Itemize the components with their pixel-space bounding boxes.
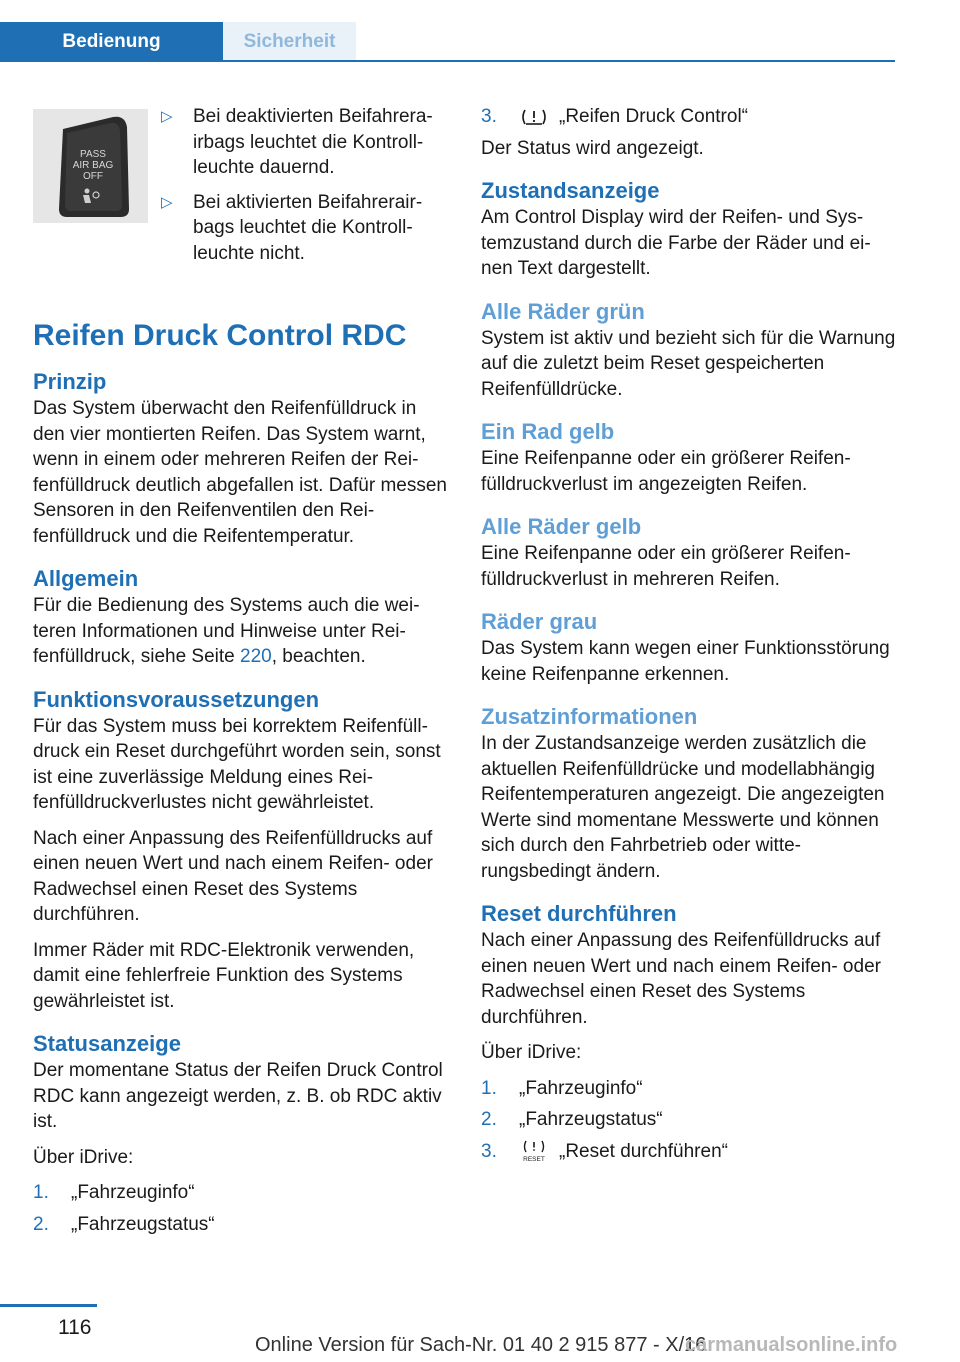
section-grau <box>481 608 896 687</box>
tab-sicherheit[interactable]: Sicherheit <box>223 22 356 62</box>
tire-reset-icon <box>519 1139 549 1163</box>
section-allgemein <box>33 565 448 670</box>
heading-zustand: Zustandsanzeige <box>481 178 660 203</box>
left-column <box>33 318 448 1243</box>
text-ein-gelb: Eine Reifenpanne oder ein größerer Reifenfülldruckverlust im angezeigten Reifen. <box>481 448 851 495</box>
text-prinzip: Das System überwacht den Reifenfülldruck in den vier montierten Reifen. Das System warnt, wenn in einem oder mehreren Reifen der Reifenfülldruck deutlich abgefallen ist. Dafür messen Sensoren in den Reifenventilen den Reifenfülldruck und die Reifentemperatur. <box>33 398 448 547</box>
list-item: 1. „Fahrzeuginfo“ <box>481 1077 643 1099</box>
text-status: Der momentane Status der Reifen Druck Control RDC kann angezeigt werden, z. B. ob RDC aktiv ist. <box>33 1060 443 1132</box>
right-column <box>481 104 896 1170</box>
list-item: 1. „Fahrzeuginfo“ <box>33 1182 195 1203</box>
text-grau: Das System kann wegen einer Funktionsstörung keine Reifenpanne erkennen. <box>481 638 890 685</box>
text-reset: Nach einer Anpassung des Reifenfülldrucks auf einen neuen Wert und nach einem Reifen- oder Radwechsel einen Reset des Systems durchführen. <box>481 930 881 1028</box>
reset-icon-label: RESET <box>523 1156 545 1164</box>
text-alle-gelb: Eine Reifenpanne oder ein größerer Reifenfülldruckverlust in mehreren Reifen. <box>481 543 851 590</box>
list-item: 2. „Fahrzeugstatus“ <box>481 1109 663 1130</box>
watermark: carmanualsonline.info <box>685 1334 898 1356</box>
heading-reset: Reset durchführen <box>481 901 677 926</box>
section-zusatz <box>481 703 896 884</box>
text-zusatz: In der Zustandsanzeige werden zusätzlich die aktuellen Reifenfülldrücke und modellabhängig Reifentemperaturen angezeigt. Die angezeigten Werte sind momentane Messwerte und können sich durch den Fahrbetrieb oder witterungsbedingt ändern. <box>481 733 885 882</box>
heading-grau: Räder grau <box>481 609 598 634</box>
text-status-via: Über iDrive: <box>33 1146 134 1168</box>
status-steps-cont <box>481 104 896 130</box>
text-allgemein: Für die Bedienung des Systems auch die weiteren Informationen und Hinweise unter Reifenfülldruck, siehe Seite 220, beachten. <box>33 595 420 667</box>
text-funktion-3: Immer Räder mit RDC-Elektronik verwenden, damit eine fehlerfreie Funktion des Systems gewährleistet ist. <box>33 939 415 1012</box>
heading-zusatz: Zusatzinformationen <box>481 704 698 729</box>
section-alle-gruen <box>481 298 896 403</box>
heading-funktion: Funktionsvoraussetzungen <box>33 686 320 712</box>
heading-allgemein: Allgemein <box>33 566 139 591</box>
list-item: 2. „Fahrzeugstatus“ <box>33 1213 215 1235</box>
bullet-item: ▷ Bei deaktivierten Beifahrerairbags leuchtet die Kontrollleuchte dauernd. <box>161 104 451 181</box>
page-link[interactable]: 220 <box>240 646 272 667</box>
section-reset <box>481 900 896 1164</box>
tire-pressure-icon <box>519 106 549 128</box>
heading-ein-gelb: Ein Rad gelb <box>481 419 615 444</box>
heading-alle-gruen: Alle Räder grün <box>481 298 645 324</box>
section-status <box>33 1030 448 1237</box>
footer-rule <box>0 1304 97 1307</box>
text-zustand: Am Control Display wird der Reifen- und Systemzustand durch die Farbe der Räder und einen Text dargestellt. <box>481 207 871 279</box>
text-funktion-1: Für das System muss bei korrektem Reifenfülldruck ein Reset durchgeführt worden sein, sonst ist eine zuverlässige Meldung eines Reifenfülldruckverlustes nicht gewährleistet. <box>33 715 441 813</box>
airbag-label-1: PASS <box>80 149 106 160</box>
section-alle-gelb <box>481 513 896 592</box>
heading-prinzip: Prinzip <box>33 369 107 394</box>
tab-bedienung[interactable]: Bedienung <box>0 22 223 62</box>
section-prinzip <box>33 368 448 549</box>
list-item: 3. RESET „Reset durchführen“ <box>481 1140 728 1164</box>
heading-alle-gelb: Alle Räder gelb <box>481 514 642 539</box>
page-title: Reifen Druck Control RDC <box>33 319 407 352</box>
header-tabs <box>0 0 895 62</box>
airbag-label-2: AIR BAG <box>72 160 114 171</box>
text-funktion-2: Nach einer Anpassung des Reifenfülldrucks auf einen neuen Wert und nach einem Reifen- oder Radwechsel einen Reset des Systems durchführen. <box>33 827 433 925</box>
list-item: 3. „Reifen Druck Control“ <box>481 106 748 127</box>
text-status-result: Der Status wird angezeigt. <box>481 137 704 159</box>
text-reset-via: Über iDrive: <box>481 1042 582 1063</box>
triangle-bullet-icon: ▷ <box>161 108 173 125</box>
header-rule <box>0 60 895 62</box>
text-alle-gruen: System ist aktiv und bezieht sich für die Warnung auf die zuletzt beim Reset gespeicherten Reifenfülldrücke. <box>481 327 896 400</box>
section-ein-gelb <box>481 418 896 497</box>
section-funktion <box>33 686 448 1015</box>
section-zustand <box>481 177 896 282</box>
airbag-label-3: OFF <box>83 171 103 182</box>
bullet-item: ▷ Bei aktivierten Beifahrerairbags leuchtet die Kontrollleuchte nicht. <box>161 190 451 267</box>
triangle-bullet-icon: ▷ <box>161 193 173 211</box>
online-version: Online Version für Sach-Nr. 01 40 2 915 877 - X/16 <box>255 1334 707 1356</box>
reset-steps <box>481 1076 896 1165</box>
passenger-airbag-off-image <box>33 109 148 223</box>
status-steps <box>33 1180 448 1237</box>
airbag-bullets <box>161 104 451 275</box>
heading-status: Statusanzeige <box>33 1031 181 1056</box>
page-number: 116 <box>58 1316 92 1339</box>
